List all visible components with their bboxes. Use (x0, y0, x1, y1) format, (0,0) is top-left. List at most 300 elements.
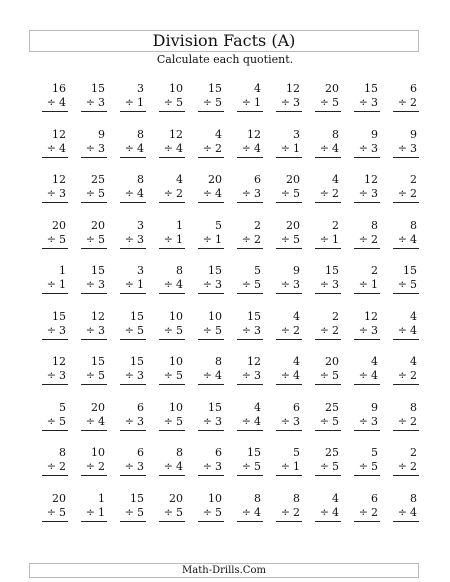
division-problem (383, 446, 422, 492)
dividend: 4 (410, 309, 417, 323)
answer-line (315, 202, 341, 203)
dividend: 4 (410, 355, 417, 368)
divisor: 3 (215, 278, 222, 291)
answer-line (393, 521, 419, 522)
divisor-row (398, 324, 417, 337)
answer-line (315, 430, 341, 431)
divisor-row (281, 233, 300, 246)
divisor-row (164, 324, 183, 337)
divisor: 3 (137, 232, 144, 246)
division-sign: ÷ (163, 460, 173, 473)
division-sign: ÷ (46, 278, 56, 291)
divisor: 2 (98, 460, 105, 473)
answer-line (354, 521, 380, 522)
division-problem (227, 128, 266, 174)
dividend: 1 (59, 264, 66, 277)
division-sign: ÷ (46, 369, 56, 382)
division-sign: ÷ (163, 96, 173, 109)
division-problem (227, 492, 266, 538)
dividend: 2 (410, 446, 417, 459)
dividend: 20 (52, 218, 66, 232)
division-problem (383, 219, 422, 265)
division-problem (305, 446, 344, 492)
divisor: 3 (98, 278, 105, 291)
divisor: 4 (332, 505, 339, 519)
divisor: 2 (293, 505, 300, 519)
division-sign: ÷ (124, 278, 134, 291)
division-problem (344, 173, 383, 219)
division-sign: ÷ (163, 323, 173, 337)
answer-line (198, 521, 224, 522)
divisor: 3 (293, 278, 300, 291)
divisor: 4 (59, 96, 66, 109)
divisor-row (359, 460, 378, 473)
dividend: 15 (208, 82, 222, 95)
answer-line (198, 248, 224, 249)
division-sign: ÷ (397, 278, 407, 291)
division-sign: ÷ (202, 414, 212, 428)
division-problem (266, 173, 305, 219)
division-problem (149, 264, 188, 310)
divisor: 5 (98, 232, 105, 246)
division-problem (32, 264, 71, 310)
division-sign: ÷ (202, 96, 212, 109)
divisor: 1 (59, 278, 66, 291)
divisor: 5 (215, 96, 222, 109)
dividend: 9 (371, 127, 378, 141)
divisor: 2 (332, 187, 339, 200)
dividend: 15 (325, 264, 339, 277)
dividend: 4 (254, 400, 261, 414)
division-problem (110, 264, 149, 310)
dividend: 20 (286, 218, 300, 232)
division-problem (110, 82, 149, 128)
division-sign: ÷ (280, 232, 290, 246)
divisor-row (47, 233, 66, 246)
division-problem (266, 310, 305, 356)
divisor: 2 (410, 369, 417, 382)
division-sign: ÷ (280, 278, 290, 291)
division-problem (344, 446, 383, 492)
divisor: 1 (137, 278, 144, 291)
division-sign: ÷ (319, 505, 329, 519)
division-sign: ÷ (319, 187, 329, 200)
division-problem (110, 173, 149, 219)
division-problem (266, 446, 305, 492)
dividend: 3 (137, 264, 144, 277)
division-sign: ÷ (202, 323, 212, 337)
divisor-row (47, 278, 66, 291)
dividend: 12 (52, 173, 66, 186)
answer-line (120, 384, 146, 385)
division-problem (344, 355, 383, 401)
divisor: 5 (254, 278, 261, 291)
divisor-row (242, 96, 261, 109)
division-problem (305, 173, 344, 219)
divisor: 4 (215, 187, 222, 200)
division-problem (266, 264, 305, 310)
divisor: 1 (254, 96, 261, 109)
divisor: 5 (176, 414, 183, 428)
divisor-row (86, 506, 105, 519)
divisor: 4 (410, 323, 417, 337)
divisor: 3 (98, 96, 105, 109)
division-sign: ÷ (319, 96, 329, 109)
answer-line (159, 384, 185, 385)
divisor-row (47, 415, 66, 428)
divisor-row (398, 142, 417, 155)
divisor: 5 (332, 414, 339, 428)
divisor: 4 (215, 369, 222, 382)
division-sign: ÷ (241, 505, 251, 519)
divisor-row (359, 96, 378, 109)
division-sign: ÷ (280, 187, 290, 200)
dividend: 5 (371, 446, 378, 459)
division-sign: ÷ (46, 460, 56, 473)
divisor-row (398, 506, 417, 519)
division-problem (188, 219, 227, 265)
answer-line (42, 475, 68, 476)
division-problem (32, 173, 71, 219)
divisor-row (164, 96, 183, 109)
dividend: 2 (410, 173, 417, 186)
division-sign: ÷ (46, 141, 56, 155)
divisor-row (125, 96, 144, 109)
division-problem (383, 82, 422, 128)
divisor-row (164, 415, 183, 428)
divisor: 5 (176, 323, 183, 337)
divisor-row (125, 233, 144, 246)
division-sign: ÷ (358, 323, 368, 337)
divisor: 1 (293, 460, 300, 473)
division-sign: ÷ (124, 369, 134, 382)
answer-line (81, 293, 107, 294)
division-sign: ÷ (85, 505, 95, 519)
dividend: 20 (52, 491, 66, 505)
division-problem (344, 128, 383, 174)
divisor-row (125, 187, 144, 200)
answer-line (81, 430, 107, 431)
divisor-row (320, 506, 339, 519)
dividend: 8 (215, 355, 222, 368)
divisor: 1 (137, 96, 144, 109)
divisor: 3 (254, 369, 261, 382)
divisor: 2 (59, 460, 66, 473)
division-sign: ÷ (46, 414, 56, 428)
division-sign: ÷ (124, 460, 134, 473)
divisor: 4 (371, 369, 378, 382)
dividend: 12 (169, 127, 183, 141)
divisor-row (203, 460, 222, 473)
divisor-row (47, 460, 66, 473)
answer-line (120, 248, 146, 249)
division-problem (305, 219, 344, 265)
divisor: 4 (59, 141, 66, 155)
dividend: 8 (332, 127, 339, 141)
divisor: 3 (59, 323, 66, 337)
division-problem (71, 355, 110, 401)
division-sign: ÷ (319, 323, 329, 337)
divisor: 2 (176, 187, 183, 200)
divisor: 3 (371, 187, 378, 200)
division-sign: ÷ (397, 232, 407, 246)
division-problem (266, 128, 305, 174)
division-sign: ÷ (358, 232, 368, 246)
answer-line (42, 521, 68, 522)
dividend: 6 (293, 400, 300, 414)
answer-line (354, 111, 380, 112)
divisor: 3 (293, 96, 300, 109)
divisor: 4 (254, 505, 261, 519)
answer-line (354, 248, 380, 249)
answer-line (237, 430, 263, 431)
divisor-row (47, 369, 66, 382)
divisor-row (203, 278, 222, 291)
division-sign: ÷ (241, 369, 251, 382)
answer-line (42, 430, 68, 431)
divisor: 5 (137, 505, 144, 519)
divisor: 3 (59, 187, 66, 200)
division-problem (188, 82, 227, 128)
answer-line (393, 430, 419, 431)
division-problem (32, 446, 71, 492)
divisor: 5 (59, 232, 66, 246)
divisor-row (164, 369, 183, 382)
divisor: 4 (98, 414, 105, 428)
divisor-row (86, 369, 105, 382)
divisor: 5 (98, 369, 105, 382)
answer-line (315, 384, 341, 385)
dividend: 4 (332, 491, 339, 505)
answer-line (159, 111, 185, 112)
answer-line (42, 202, 68, 203)
divisor-row (281, 142, 300, 155)
dividend: 12 (364, 173, 378, 186)
divisor-row (125, 506, 144, 519)
divisor-row (203, 506, 222, 519)
dividend: 15 (91, 355, 105, 368)
dividend: 15 (130, 309, 144, 323)
dividend: 8 (137, 173, 144, 186)
dividend: 10 (91, 446, 105, 459)
division-problem (188, 401, 227, 447)
division-problem (305, 264, 344, 310)
division-sign: ÷ (46, 96, 56, 109)
divisor-row (242, 415, 261, 428)
divisor: 1 (176, 232, 183, 246)
divisor-row (359, 324, 378, 337)
divisor-row (398, 233, 417, 246)
answer-line (393, 384, 419, 385)
answer-line (198, 475, 224, 476)
divisor: 5 (59, 414, 66, 428)
dividend: 15 (91, 82, 105, 95)
division-sign: ÷ (241, 187, 251, 200)
divisor: 1 (215, 232, 222, 246)
division-sign: ÷ (397, 460, 407, 473)
answer-line (198, 157, 224, 158)
divisor-row (125, 460, 144, 473)
division-problem (383, 492, 422, 538)
division-problem (227, 82, 266, 128)
answer-line (120, 521, 146, 522)
dividend: 20 (169, 491, 183, 505)
answer-line (198, 430, 224, 431)
division-sign: ÷ (163, 187, 173, 200)
answer-line (120, 293, 146, 294)
divisor-row (242, 142, 261, 155)
divisor-row (281, 187, 300, 200)
dividend: 9 (410, 127, 417, 141)
division-sign: ÷ (163, 278, 173, 291)
answer-line (315, 521, 341, 522)
dividend: 8 (137, 127, 144, 141)
divisor: 3 (254, 323, 261, 337)
divisor: 3 (371, 96, 378, 109)
division-problem (149, 82, 188, 128)
answer-line (42, 248, 68, 249)
dividend: 12 (91, 309, 105, 323)
divisor: 4 (176, 460, 183, 473)
division-sign: ÷ (358, 141, 368, 155)
division-sign: ÷ (46, 323, 56, 337)
division-sign: ÷ (124, 232, 134, 246)
divisor: 5 (332, 460, 339, 473)
divisor-row (242, 324, 261, 337)
division-sign: ÷ (280, 414, 290, 428)
answer-line (276, 475, 302, 476)
divisor-row (398, 415, 417, 428)
divisor-row (86, 415, 105, 428)
division-sign: ÷ (319, 141, 329, 155)
division-problem (110, 355, 149, 401)
answer-line (315, 293, 341, 294)
answer-line (354, 293, 380, 294)
divisor-row (125, 324, 144, 337)
divisor-row (203, 142, 222, 155)
divisor: 4 (137, 187, 144, 200)
division-sign: ÷ (202, 278, 212, 291)
division-sign: ÷ (397, 369, 407, 382)
division-sign: ÷ (397, 323, 407, 337)
dividend: 16 (52, 82, 66, 95)
division-sign: ÷ (46, 232, 56, 246)
answer-line (276, 157, 302, 158)
division-sign: ÷ (85, 369, 95, 382)
dividend: 6 (215, 446, 222, 459)
answer-line (276, 293, 302, 294)
dividend: 9 (98, 127, 105, 141)
dividend: 15 (247, 446, 261, 459)
division-problem (383, 401, 422, 447)
answer-line (81, 248, 107, 249)
divisor: 4 (332, 141, 339, 155)
answer-line (42, 111, 68, 112)
division-problem (71, 446, 110, 492)
answer-line (276, 248, 302, 249)
division-problem (71, 401, 110, 447)
divisor-row (359, 233, 378, 246)
answer-line (276, 111, 302, 112)
answer-line (120, 339, 146, 340)
division-problem (305, 401, 344, 447)
dividend: 8 (410, 491, 417, 505)
divisor-row (398, 460, 417, 473)
divisor-row (203, 369, 222, 382)
division-problem (188, 264, 227, 310)
divisor-row (281, 324, 300, 337)
division-sign: ÷ (241, 414, 251, 428)
division-problem (227, 219, 266, 265)
divisor: 5 (215, 323, 222, 337)
divisor: 1 (371, 278, 378, 291)
division-problem (227, 173, 266, 219)
division-sign: ÷ (241, 232, 251, 246)
divisor-row (164, 278, 183, 291)
division-problem (305, 492, 344, 538)
divisor-row (320, 324, 339, 337)
answer-line (159, 248, 185, 249)
answer-line (354, 157, 380, 158)
dividend: 20 (286, 173, 300, 186)
divisor: 1 (293, 141, 300, 155)
answer-line (81, 384, 107, 385)
divisor-row (320, 96, 339, 109)
instructions: Calculate each quotient. (156, 53, 294, 66)
divisor: 2 (410, 414, 417, 428)
answer-line (159, 339, 185, 340)
divisor-row (164, 506, 183, 519)
divisor: 5 (254, 460, 261, 473)
divisor: 5 (410, 278, 417, 291)
divisor-row (86, 460, 105, 473)
division-problem (383, 173, 422, 219)
division-sign: ÷ (202, 369, 212, 382)
divisor-row (359, 142, 378, 155)
answer-line (237, 339, 263, 340)
answer-line (42, 384, 68, 385)
divisor-row (47, 506, 66, 519)
division-problem (71, 310, 110, 356)
worksheet-title: Division Facts (A) (152, 31, 296, 50)
division-problem (149, 219, 188, 265)
answer-line (354, 202, 380, 203)
division-sign: ÷ (163, 141, 173, 155)
dividend: 5 (215, 218, 222, 232)
divisor: 5 (215, 505, 222, 519)
divisor-row (281, 96, 300, 109)
dividend: 3 (137, 218, 144, 232)
divisor: 5 (293, 187, 300, 200)
divisor: 2 (215, 141, 222, 155)
division-problem (71, 128, 110, 174)
answer-line (315, 248, 341, 249)
answer-line (198, 339, 224, 340)
divisor-row (125, 369, 144, 382)
divisor: 3 (371, 141, 378, 155)
dividend: 15 (52, 309, 66, 323)
divisor-row (203, 324, 222, 337)
divisor-row (164, 142, 183, 155)
divisor-row (86, 233, 105, 246)
divisor-row (47, 187, 66, 200)
divisor: 3 (98, 323, 105, 337)
division-problem (266, 401, 305, 447)
divisor: 4 (137, 141, 144, 155)
division-problem (71, 173, 110, 219)
divisor-row (47, 142, 66, 155)
division-sign: ÷ (280, 369, 290, 382)
